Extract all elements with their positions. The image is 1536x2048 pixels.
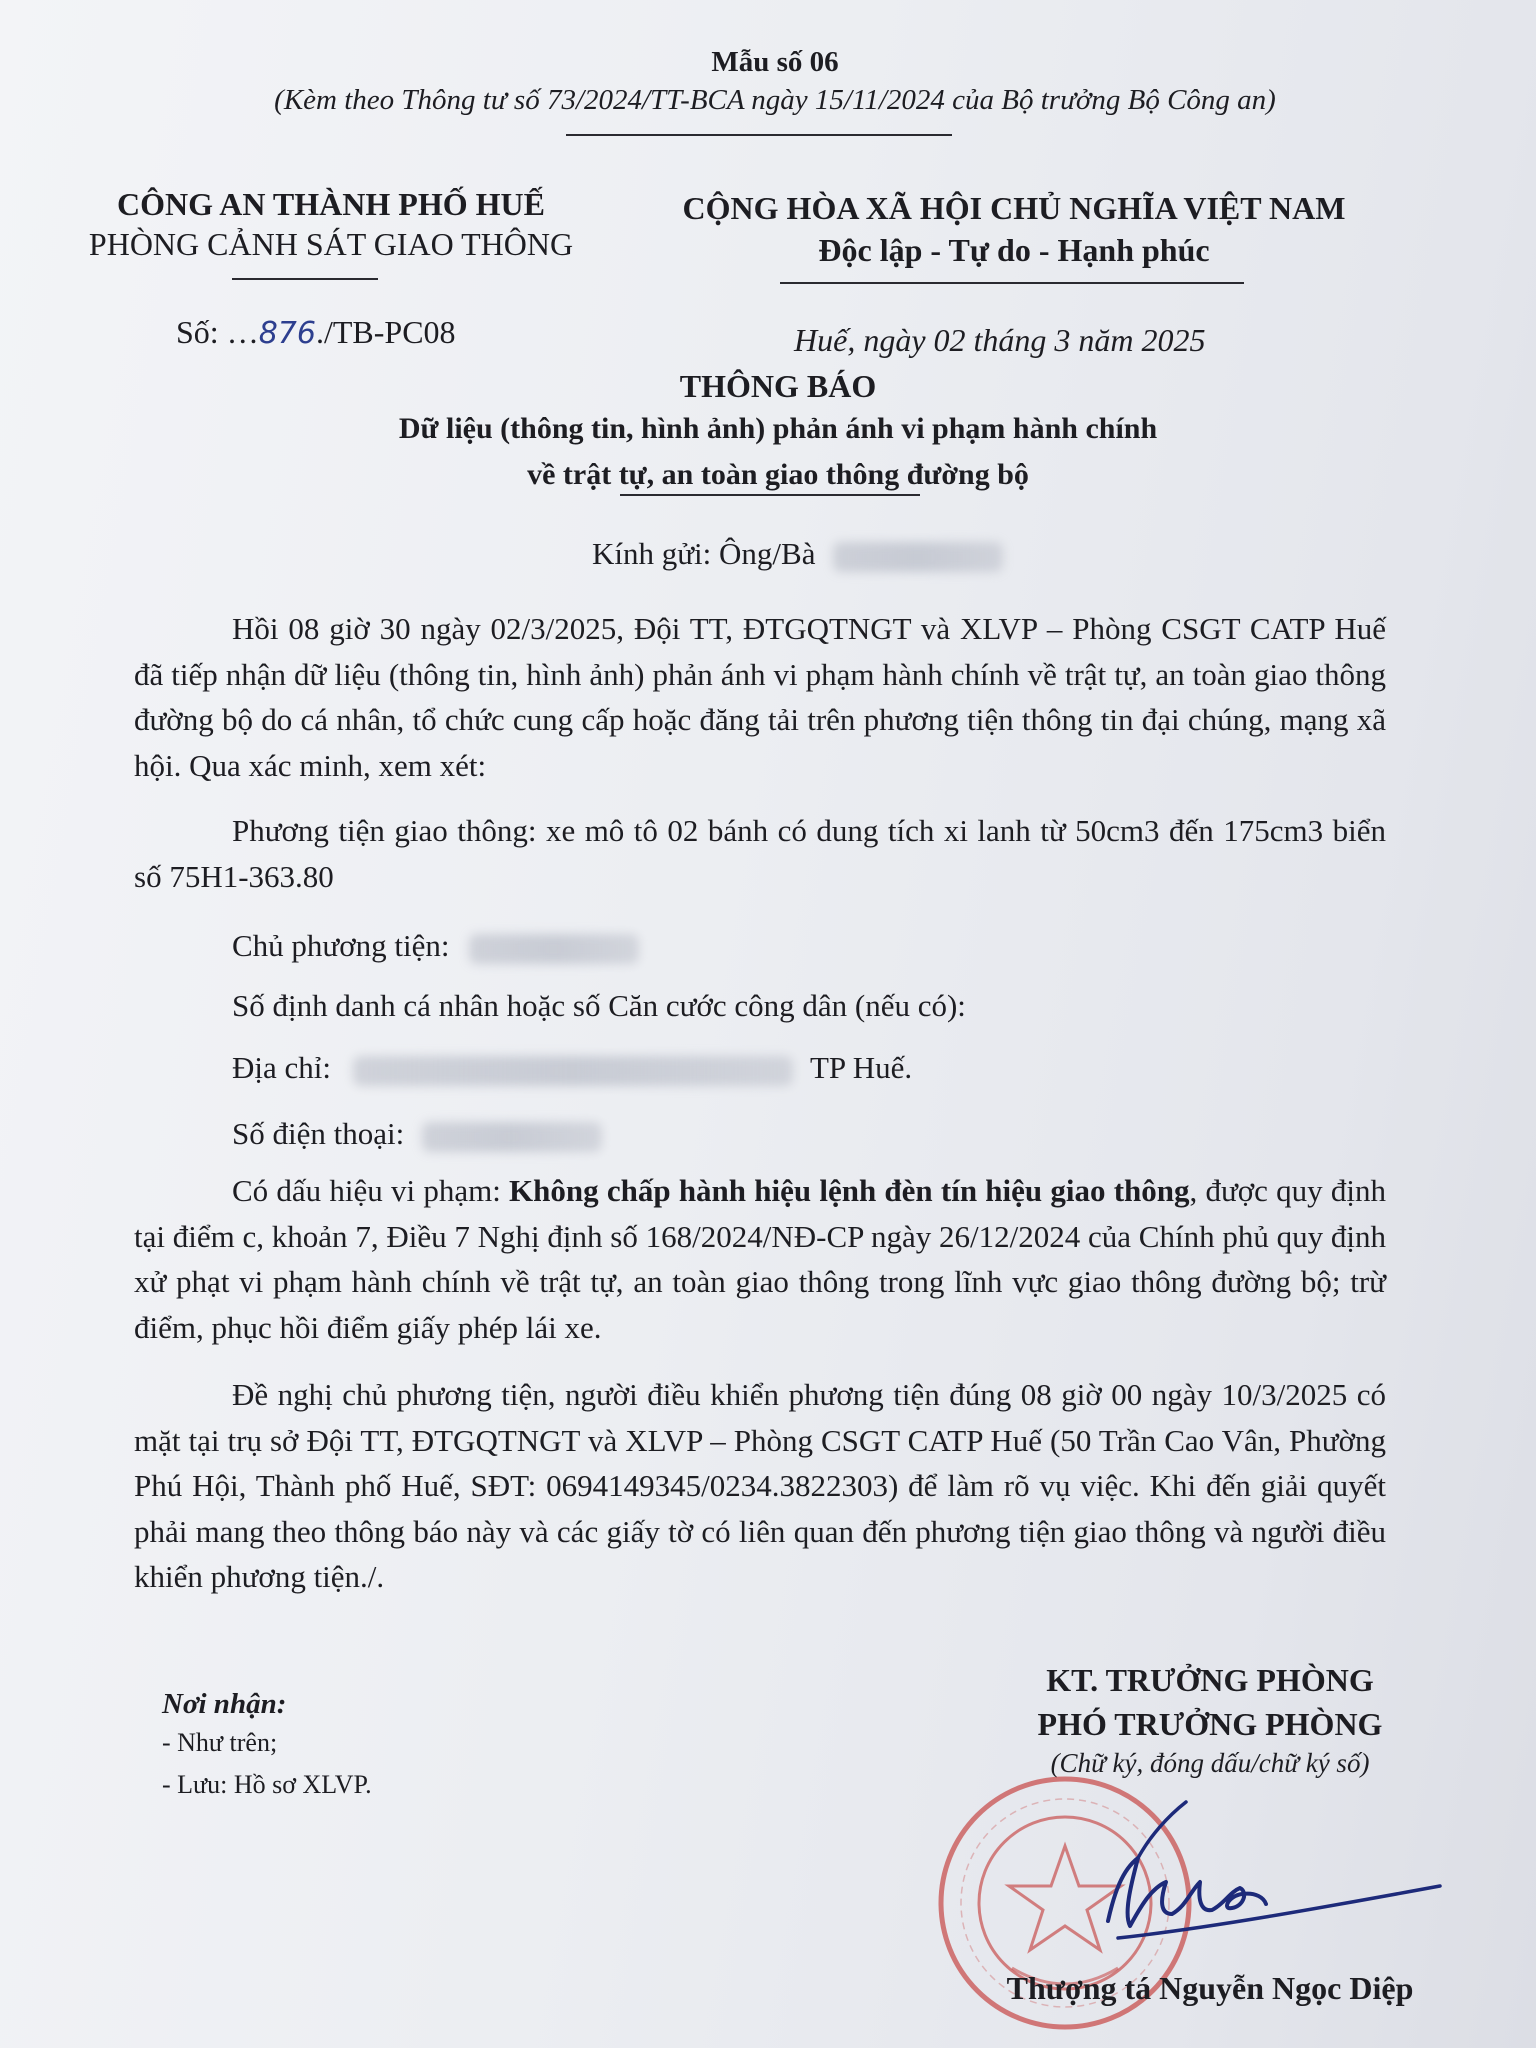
form-divider (566, 134, 952, 136)
handwritten-signature (1090, 1796, 1450, 1956)
document-number-prefix: Số: … (176, 314, 259, 350)
form-attachment-note: (Kèm theo Thông tư số 73/2024/TT-BCA ngày 15/11/2024 của Bộ trưởng Bộ Công an) (274, 84, 1276, 116)
signer-name: Thượng tá Nguyễn Ngọc Diệp (1006, 1970, 1414, 2006)
redacted-address (353, 1056, 793, 1086)
greeting-label: Kính gửi: Ông/Bà (592, 536, 816, 571)
violation-description: Không chấp hành hiệu lệnh đèn tín hiệu giao thông (509, 1173, 1190, 1208)
notice-subtitle-2: về trật tự, an toàn giao thông đường bộ (527, 458, 1029, 491)
signer-title-2: PHÓ TRƯỞNG PHÒNG (1037, 1706, 1383, 1742)
recipient-item-2: - Lưu: Hồ sơ XLVP. (162, 1770, 372, 1799)
document-number (176, 314, 456, 351)
paragraph-received-data: Hồi 08 giờ 30 ngày 02/3/2025, Đội TT, ĐTGQTNGT và XLVP – Phòng CSGT CATP Huế đã tiếp nhận dữ liệu (thông tin, hình ảnh) phản ánh vi phạm hành chính về trật tự, an toàn giao thông đường bộ do cá nhân, tổ chức cung cấp hoặc đăng tải trên phương tiện thông tin đại chúng, mạng xã hội. Qua xác minh, xem xét: (134, 611, 1386, 783)
issuing-department: PHÒNG CẢNH SÁT GIAO THÔNG (88, 226, 574, 262)
signer-title-1: KT. TRƯỞNG PHÒNG (1046, 1662, 1374, 1698)
notice-title: THÔNG BÁO (679, 368, 877, 404)
address-label: Địa chỉ: (232, 1050, 331, 1085)
id-label: Số định danh cá nhân hoặc số Căn cước công dân (nếu có): (232, 988, 966, 1023)
paragraph-violation (134, 1168, 1386, 1350)
notice-subtitle-1: Dữ liệu (thông tin, hình ảnh) phản ánh vi phạm hành chính (398, 412, 1158, 445)
redacted-recipient-name (833, 542, 1003, 572)
phone-field (232, 1114, 602, 1154)
national-motto: Độc lập - Tự do - Hạnh phúc (818, 232, 1210, 268)
nation-title: CỘNG HÒA XÃ HỘI CHỦ NGHĨA VIỆT NAM (682, 190, 1346, 226)
date-line: Huế, ngày 02 tháng 3 năm 2025 (794, 322, 1206, 358)
owner-label: Chủ phương tiện: (232, 928, 450, 963)
phone-label: Số điện thoại: (232, 1116, 405, 1151)
greeting (592, 536, 1003, 572)
recipients-heading: Nơi nhận: (162, 1688, 287, 1720)
agency-underline (232, 278, 378, 280)
owner-field (232, 926, 639, 966)
address-field (232, 1048, 912, 1088)
paragraph-request: Đề nghị chủ phương tiện, người điều khiển phương tiện đúng 08 giờ 00 ngày 10/3/2025 có mặt tại trụ sở Đội TT, ĐTGQTNGT và XLVP – Phòng CSGT CATP Huế (50 Trần Cao Vân, Phường Phú Hội, Thành phố Huế, SĐT: 0694149345/0234.3822303) để làm rõ vụ việc. Khi đến giải quyết phải mang theo thông báo này và các giấy tờ có liên quan đến phương tiện giao thông và người điều khiển phương tiện./. (134, 1377, 1386, 1594)
title-underline (620, 494, 920, 496)
motto-underline (780, 282, 1244, 284)
redacted-owner-name (469, 934, 639, 964)
paragraph-vehicle: Phương tiện giao thông: xe mô tô 02 bánh có dung tích xi lanh từ 50cm3 đến 175cm3 biển số 75H1-363.80 (134, 813, 1386, 894)
recipient-item-1: - Như trên; (162, 1728, 278, 1757)
issuing-agency: CÔNG AN THÀNH PHỐ HUẾ (117, 186, 545, 222)
violation-legal-basis: , được quy định tại điểm c, khoản 7, Điều 7 Nghị định số 168/2024/NĐ-CP ngày 26/12/2024 của Chính phủ quy định xử phạt vi phạm hành chính về trật tự, an toàn giao thông trong lĩnh vực giao thông đường bộ; trừ điểm, phục hồi điểm giấy phép lái xe. (134, 1173, 1387, 1345)
id-field (232, 986, 966, 1026)
redacted-phone (422, 1122, 602, 1152)
document-number-handwritten: 876 (258, 316, 316, 351)
document-number-suffix: ./TB-PC08 (315, 314, 456, 350)
address-city: TP Huế. (809, 1050, 913, 1085)
signature-note: (Chữ ký, đóng dấu/chữ ký số) (1050, 1748, 1370, 1778)
violation-prefix: Có dấu hiệu vi phạm: (232, 1173, 510, 1208)
form-number: Mẫu số 06 (711, 46, 839, 78)
